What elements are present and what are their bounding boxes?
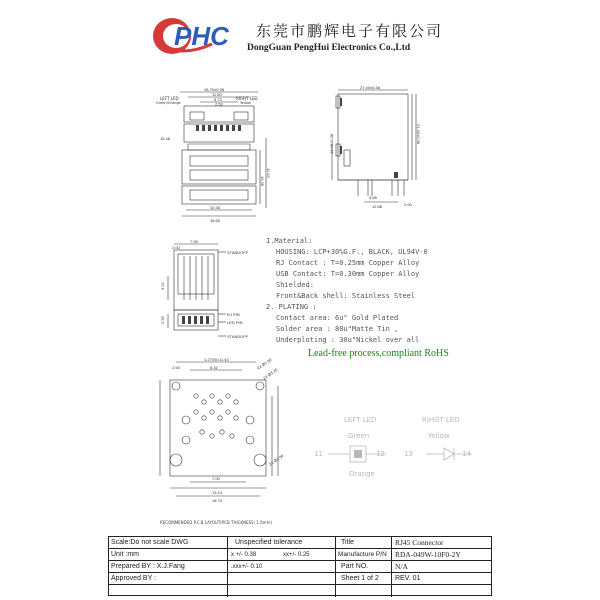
top-left-led-label: LEFT LED xyxy=(160,96,179,101)
approved-label: Approved BY : xyxy=(111,575,157,582)
top-dim-9: 11.53 xyxy=(266,168,271,178)
left-led-color-top: Green xyxy=(348,432,370,440)
title-block xyxy=(108,536,492,596)
top-right-led-sub: Yellow xyxy=(240,101,251,105)
company-name-en: DongGuan PengHui Electronics Co.,Ltd xyxy=(247,43,411,53)
title-row-1 xyxy=(109,537,491,549)
rev-label: REV. 01 xyxy=(395,575,421,582)
tolerance-label: Unspecified tolerance xyxy=(235,539,303,546)
front-label-led-pin: LED PIN xyxy=(227,320,243,325)
front-label-standoff-bottom: STANDOFF xyxy=(227,334,249,339)
material-line: Underploting : 30u"Nickel over all xyxy=(276,336,420,344)
top-dim-6: 10.38 xyxy=(210,205,221,210)
unit-label: Unit :mm xyxy=(111,551,139,558)
material-line: Contact area: 6u" Gold Plated xyxy=(276,314,399,322)
tol-x: x +/- 0.38 xyxy=(231,552,257,558)
front-dim-2: 2.00 xyxy=(172,245,180,250)
pcb-dim-4: 13.14 xyxy=(212,490,223,495)
material-line: 2. PLATING : xyxy=(266,303,317,311)
side-dim-1: 27.40±0.38 xyxy=(360,85,380,90)
material-line: USB Contact: T=0.30mm Copper Alloy xyxy=(276,270,420,278)
pcb-dim-6: 7.00 xyxy=(212,476,220,481)
side-dim-4: 3.68 xyxy=(369,195,377,200)
part-value: N/A xyxy=(395,562,408,571)
pcb-dim-3: 2.54 xyxy=(172,365,180,370)
left-led-title: LEFT LED xyxy=(344,416,377,424)
top-dim-overall: 18.70±0.38 xyxy=(204,88,224,92)
front-dim-3: 3.22 xyxy=(160,282,165,290)
title-row-5 xyxy=(109,585,491,597)
scale-label: Scale:Do not scale DWG xyxy=(111,539,189,546)
material-line: 1.Material: xyxy=(266,237,313,245)
top-dim-3: 6.73 xyxy=(214,97,222,102)
mfr-value: RDA-049W-10F0-2Y xyxy=(395,550,461,559)
material-line: HOUSING: LCP+30%G.F., BLACK, UL94V-0 xyxy=(276,248,428,256)
company-name-cn: 东莞市鹏辉电子有限公司 xyxy=(256,22,444,40)
left-led-color-bottom: Orange xyxy=(349,470,375,478)
pcb-dim-1: 1.27X8=11.43 xyxy=(204,357,229,362)
mfr-label: Manufacture P/N xyxy=(338,551,387,558)
left-led-pin-b: 12 xyxy=(376,450,385,458)
company-logo xyxy=(152,14,252,58)
pcb-dim-5: 18.70 xyxy=(212,498,223,503)
top-left-led-sub: Green/Orange xyxy=(156,101,181,105)
pcb-dim-8: 2X Ø3.20 xyxy=(261,367,279,381)
top-view-drawing xyxy=(160,88,280,238)
title-row-4 xyxy=(109,573,491,585)
front-dim-1: 7.05 xyxy=(190,240,198,244)
material-line: Solder area : 80u"Matte Tin , xyxy=(276,325,399,333)
front-label-rj-pin: RJ PIN xyxy=(227,312,240,317)
pcb-layout-drawing xyxy=(146,356,296,520)
sheet-label: Sheet 1 of 2 xyxy=(341,575,379,582)
side-dim-5: 12.88 xyxy=(372,204,383,209)
top-right-led-label: RIGHT LED xyxy=(236,96,258,101)
side-view-drawing xyxy=(328,84,428,224)
rohs-note: Lead-free process,compliant RoHS xyxy=(308,348,449,359)
top-dim-7: 18.65 xyxy=(210,218,221,223)
front-dim-4: 2.56 xyxy=(160,316,165,324)
prepared-label: Prepared BY : X.J.Fang xyxy=(111,563,185,570)
tol-xxx: .xxx+/- 0.10 xyxy=(231,564,263,570)
title-value: RJ45 Connector xyxy=(395,538,444,547)
side-dim-3: 13.40±0.38 xyxy=(329,134,334,154)
tol-xx: xx+/- 0.25 xyxy=(283,552,310,558)
title-label: Title xyxy=(341,539,354,546)
right-led-pin-b: 14 xyxy=(462,450,471,458)
side-dim-2: 21.40±0.38 xyxy=(416,124,421,144)
drawing-sheet xyxy=(100,0,500,600)
front-view-drawing xyxy=(154,240,254,346)
right-led-title: RIHGT LED xyxy=(422,416,460,424)
pcb-dim-7: 4X Ø1.60 xyxy=(255,357,273,371)
right-led-color: Yellow xyxy=(428,432,450,440)
front-label-standoff-top: STANDOFF xyxy=(227,250,249,255)
pcb-dim-9: 2X Ø2.00 xyxy=(267,453,285,467)
title-row-3 xyxy=(109,561,491,573)
title-row-2 xyxy=(109,549,491,561)
material-line: Shielded: xyxy=(276,281,314,289)
pcb-layout-note: RECOMMENDED P.C.B LAYOUT(PCB THICKNESS: 1.6mm) xyxy=(160,520,273,525)
material-line: Front&Back shell: Stainless Steel xyxy=(276,292,416,300)
top-dim-8: 16.38 xyxy=(260,176,265,187)
side-dim-6: 2.00 xyxy=(404,202,412,207)
right-led-pin-a: 13 xyxy=(404,450,413,458)
pcb-dim-2: 6.32 xyxy=(210,365,218,370)
material-spec xyxy=(266,236,466,346)
svg-text:PHC: PHC xyxy=(174,21,229,51)
material-line: RJ Contact : T=0.25mm Copper Alloy xyxy=(276,259,420,267)
part-label: Part NO. xyxy=(341,563,369,570)
top-dim-5: 15.48 xyxy=(160,136,171,141)
left-led-pin-a: 11 xyxy=(314,450,323,458)
top-dim-4: 2.50 xyxy=(215,101,223,107)
top-dim-2: 11.80 xyxy=(212,92,222,97)
